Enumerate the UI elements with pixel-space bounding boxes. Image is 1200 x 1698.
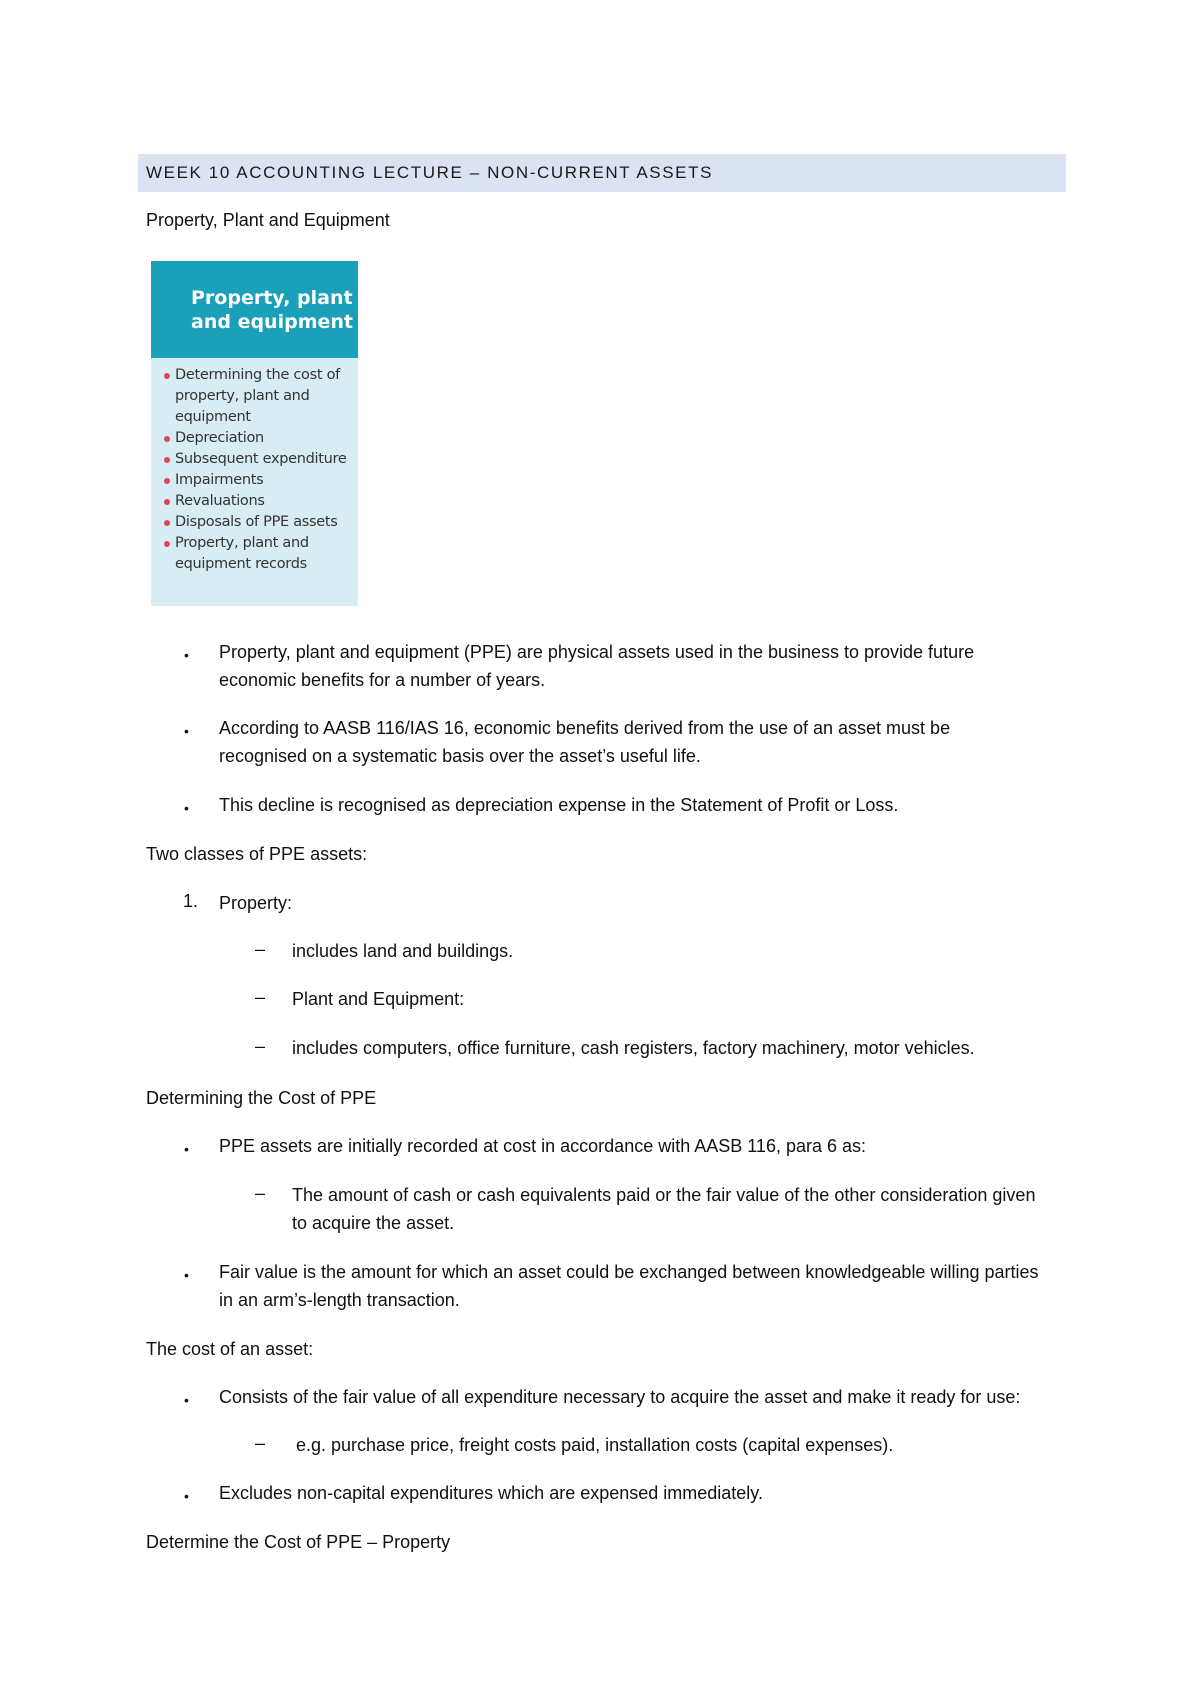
bullet-marker: • <box>184 1141 189 1157</box>
heading-ppe: Property, Plant and Equipment <box>146 210 390 230</box>
class-dash-2: Plant and Equipment: <box>292 989 465 1009</box>
heading-determine-cost-property: Determine the Cost of PPE – Property <box>146 1532 451 1552</box>
ppe-figure-item: Determining the cost of property, plant and equipment <box>161 365 356 428</box>
ppe-figure-title-line2: and equipment <box>191 310 353 333</box>
heading-cost-of-asset: The cost of an asset: <box>146 1339 314 1359</box>
bullet-marker: • <box>184 1488 189 1504</box>
class-dash-1: includes land and buildings. <box>292 941 514 961</box>
heading-determining-cost: Determining the Cost of PPE <box>146 1088 377 1108</box>
title-bar <box>138 154 1066 192</box>
determining-dash-1: The amount of cash or cash equivalents paid or the fair value of the other consideration given to acquire the asset. <box>292 1185 1036 1233</box>
ppe-figure-item: Property, plant and equipment records <box>161 533 356 575</box>
bullet-intro-2: According to AASB 116/IAS 16, economic benefits derived from the use of an asset must be recognised on a systematic basis over the asset’s useful life. <box>219 718 951 766</box>
cost-bullet-2: Excludes non-capital expenditures which are expensed immediately. <box>219 1483 763 1503</box>
ppe-figure-item: Disposals of PPE assets <box>161 512 356 533</box>
determining-bullet-1: PPE assets are initially recorded at cost in accordance with AASB 116, para 6 as: <box>219 1136 867 1156</box>
cost-bullet-1: Consists of the fair value of all expenditure necessary to acquire the asset and make it ready for use: <box>219 1387 1021 1407</box>
dash-marker: – <box>255 1036 266 1056</box>
page-title: WEEK 10 ACCOUNTING LECTURE – NON-CURRENT ASSETS <box>146 163 714 182</box>
class-dash-3: includes computers, office furniture, cash registers, factory machinery, motor vehicles. <box>292 1038 975 1058</box>
bullet-marker: • <box>184 1392 189 1408</box>
ppe-figure <box>151 261 358 606</box>
dash-marker: – <box>255 1433 266 1453</box>
determining-bullet-2: Fair value is the amount for which an asset could be exchanged between knowledgeable willing parties in an arm’s-length transaction. <box>219 1262 1039 1310</box>
dash-marker: – <box>255 1183 266 1203</box>
dash-marker: – <box>255 987 266 1007</box>
ppe-figure-item: Depreciation <box>161 428 356 449</box>
list-number: 1. <box>183 891 199 911</box>
bullet-marker: • <box>184 1267 189 1283</box>
bullet-marker: • <box>184 723 189 739</box>
bullet-intro-3: This decline is recognised as depreciation expense in the Statement of Profit or Loss. <box>219 795 899 815</box>
bullet-marker: • <box>184 800 189 816</box>
dash-marker: – <box>255 939 266 959</box>
ppe-figure-title-line1: Property, plant <box>191 286 353 309</box>
heading-two-classes: Two classes of PPE assets: <box>146 844 368 864</box>
bullet-intro-1: Property, plant and equipment (PPE) are physical assets used in the business to provide future economic benefits for a number of years. <box>219 642 975 690</box>
ppe-figure-header <box>151 261 358 358</box>
ppe-figure-item: Subsequent expenditure <box>161 449 356 470</box>
ppe-figure-list <box>161 365 356 575</box>
ppe-figure-item: Revaluations <box>161 491 356 512</box>
bullet-marker: • <box>184 647 189 663</box>
class-property: Property: <box>219 893 293 913</box>
cost-dash-1: e.g. purchase price, freight costs paid, installation costs (capital expenses). <box>296 1435 894 1455</box>
ppe-figure-item: Impairments <box>161 470 356 491</box>
